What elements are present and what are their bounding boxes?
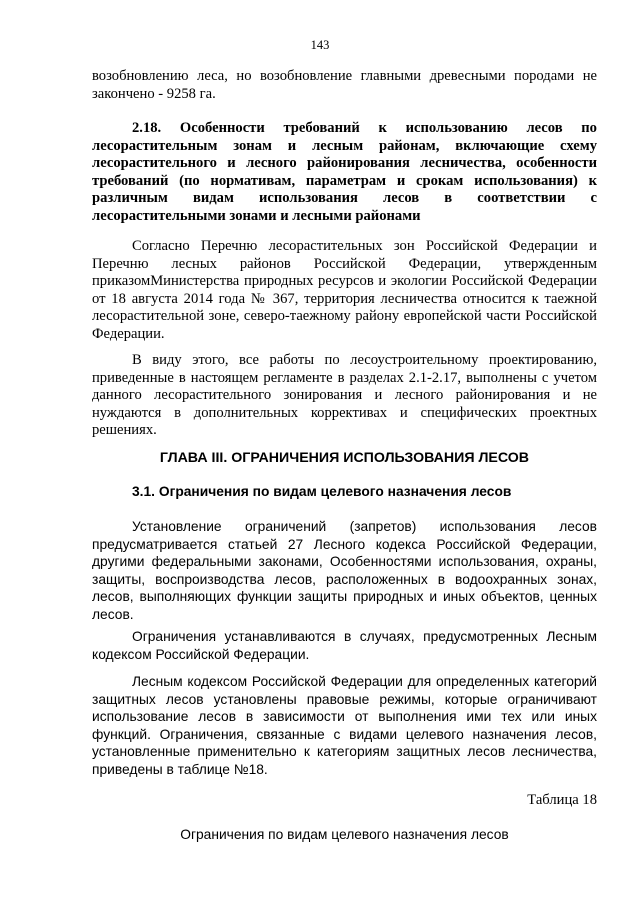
section-2-18-title: Особенности требований к использованию лесов по лесорастительным зонам и лесным районам, включающие схему лесорастительного и лесного районирования лесничества, особенности требований (по нормативам, параметрам и срокам использования) к различным видам использования лесов в соответствии с лесорастительными зонами и лесными районами <box>92 120 597 224</box>
paragraph-continuation-text: возобновлению леса, но возобновление главными древесными породами не закончено - 9258 га. <box>92 68 597 102</box>
table-caption <box>92 826 597 844</box>
paragraph-cases-text: Ограничения устанавливаются в случаях, предусмотренных Лесным кодексом Российской Федерации. <box>92 629 597 662</box>
section-3-1-heading <box>92 483 597 501</box>
paragraph-restrictions-text: Установление ограничений (запретов) использования лесов предусматривается статьей 27 Лесного кодекса Российской Федерации, другими федеральными законами, Особенностями использования, охраны, защиты, воспроизводства лесов, расположенных в водоохранных зонах, лесов, выполняющих функции защиты природных и иных объектов, ценных лесов. <box>92 519 597 622</box>
paragraph-intro <box>92 238 597 344</box>
paragraph-forest-code-text: Лесным кодексом Российской Федерации для определенных категорий защитных лесов установлены правовые режимы, которые ограничивают использование лесов в зависимости от выполнения ими тех или иных функций. Ограничения, связанные с видами целевого назначения лесов, установленные применительно к категориям защитных лесов лесничества, приведены в таблице №18. <box>92 674 597 777</box>
section-2-18-number: 2.18. <box>132 120 162 136</box>
paragraph-cases <box>92 628 597 663</box>
table-label <box>92 792 597 810</box>
page-number: 143 <box>310 38 330 52</box>
paragraph-forest-code <box>92 673 597 779</box>
section-3-1-text: 3.1. Ограничения по видам целевого назначения лесов <box>132 484 512 499</box>
paragraph-restrictions <box>92 518 597 624</box>
chapter-title <box>92 450 597 468</box>
chapter-title-text: ГЛАВА III. ОГРАНИЧЕНИЯ ИСПОЛЬЗОВАНИЯ ЛЕСОВ <box>159 450 530 466</box>
section-2-18-text <box>92 120 597 226</box>
table-label-text: Таблица 18 <box>527 792 597 808</box>
table-caption-text: Ограничения по видам целевого назначения лесов <box>180 827 509 842</box>
paragraph-therefore <box>92 352 597 440</box>
paragraph-therefore-text: В виду этого, все работы по лесоустроительному проектированию, приведенные в настоящем регламенте в разделах 2.1-2.17, выполнены с учетом данного лесорастительного зонирования и лесного районирования и не нуждаются в дополнительных коррективах и специфических проектных решениях. <box>92 352 597 439</box>
paragraph-continuation <box>92 68 597 103</box>
section-2-18-heading <box>92 120 597 226</box>
paragraph-intro-text: Согласно Перечню лесорастительных зон Российской Федерации и Перечню лесных районов Российской Федерации, утвержденным приказомМинистерства природных ресурсов и экологии Российской Федерации от 18 августа 2014 года № 367, территория лесничества относится к таежной лесорастительной зоне, северо-таежному району европейской части Российской Федерации. <box>92 238 597 342</box>
